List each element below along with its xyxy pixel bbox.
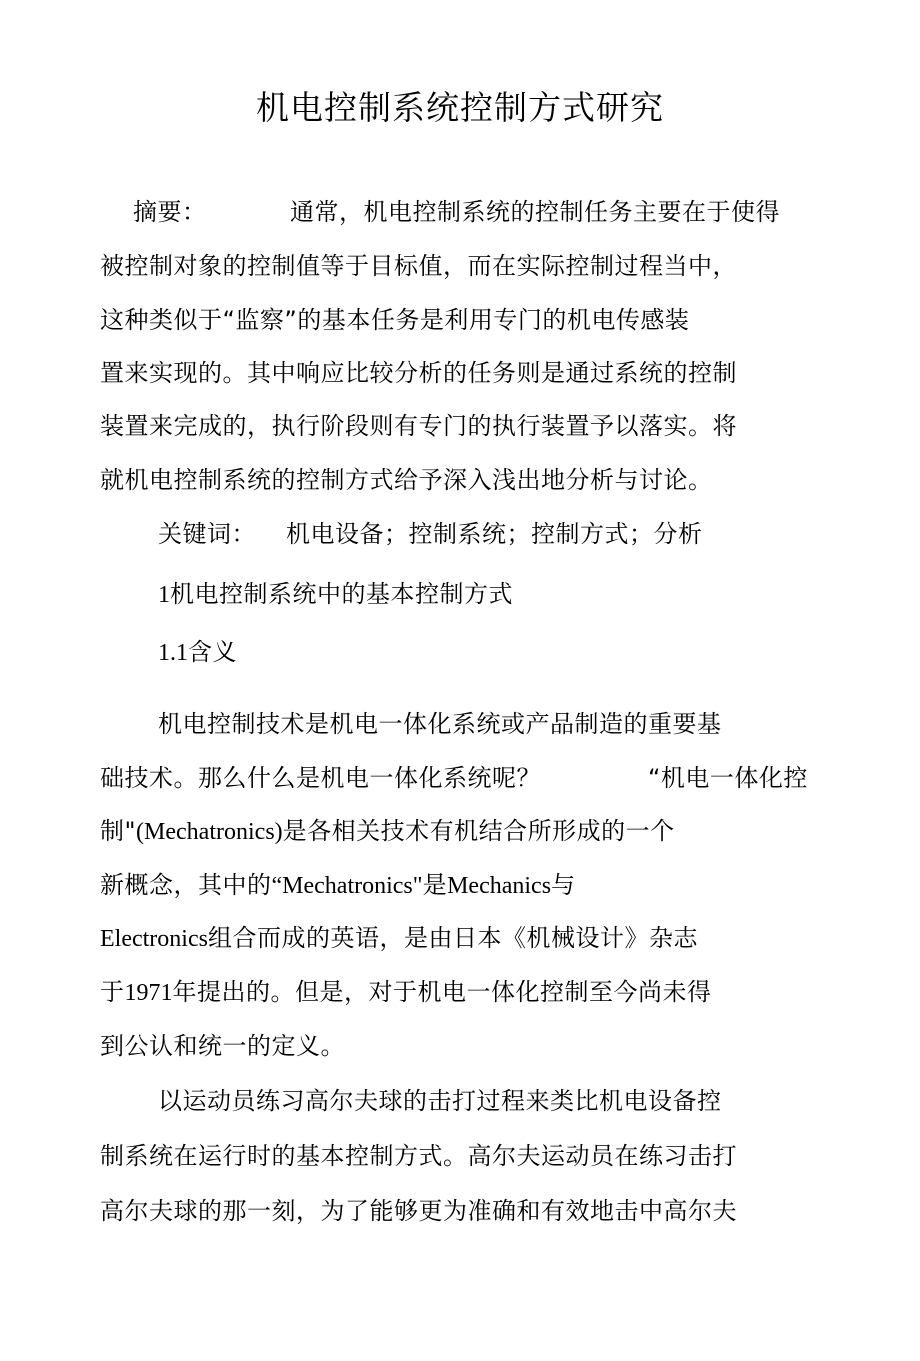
text-run: Electronics xyxy=(100,926,208,952)
text-run: 与 xyxy=(551,871,576,899)
paragraph-line xyxy=(100,815,675,848)
paragraph-line: 础技术。那么什么是机电一体化系统呢？ xyxy=(100,764,541,792)
keywords-value: 机电设备；控制系统；控制方式；分析 xyxy=(286,520,703,548)
text-run: 制" xyxy=(100,817,137,845)
paragraph-line: 机电控制技术是机电一体化系统或产品制造的重要基 xyxy=(158,710,722,738)
paragraph-line: 到公认和统一的定义。 xyxy=(100,1032,345,1060)
section-number: 1 xyxy=(158,582,170,608)
text-run: 组合而成的英语，是由日本《机械设计》杂志 xyxy=(207,924,698,952)
subsection-heading xyxy=(158,636,237,669)
paragraph-line: 制系统在运行时的基本控制方式。高尔夫运动员在练习击打 xyxy=(100,1142,737,1170)
text-run: 是各相关技术有机结合所形成的一个 xyxy=(282,817,675,845)
abstract-line: 置来实现的。其中响应比较分析的任务则是通过系统的控制 xyxy=(100,359,737,387)
paragraph-line: 高尔夫球的那一刻，为了能够更为准确和有效地击中高尔夫 xyxy=(100,1197,737,1225)
paragraph-line: “机电一体化控 xyxy=(648,764,808,792)
text-run: Mechanics xyxy=(447,873,552,899)
subsection-title: 含义 xyxy=(188,638,237,666)
keywords-label: 关键词： xyxy=(158,520,256,548)
abstract-line: 就机电控制系统的控制方式给予深入浅出地分析与讨论。 xyxy=(100,466,713,494)
text-run: 于 xyxy=(100,978,125,1006)
abstract-line: 被控制对象的控制值等于目标值，而在实际控制过程当中， xyxy=(100,252,737,280)
subsection-number: 1.1 xyxy=(158,640,188,666)
paragraph-line xyxy=(100,869,576,902)
text-run: “Mechatronics" xyxy=(271,873,423,899)
text-run: 是 xyxy=(422,871,448,899)
text-run: 1971 xyxy=(124,980,173,1006)
section-title: 机电控制系统中的基本控制方式 xyxy=(170,580,513,608)
paragraph-line xyxy=(100,976,712,1009)
abstract-line: 通常，机电控制系统的控制任务主要在于使得 xyxy=(290,198,780,226)
paragraph-line: 以运动员练习高尔夫球的击打过程来类比机电设备控 xyxy=(158,1087,722,1115)
text-run: 年提出的。但是，对于机电一体化控制至今尚未得 xyxy=(172,978,712,1006)
section-heading xyxy=(158,578,513,611)
abstract-line: 装置来完成的，执行阶段则有专门的执行装置予以落实。将 xyxy=(100,412,737,440)
document-title: 机电控制系统控制方式研究 xyxy=(256,88,664,127)
paragraph-line xyxy=(100,922,698,955)
abstract-line: 这种类似于“监察”的基本任务是利用专门的机电传感装 xyxy=(100,306,690,334)
text-run: 新概念，其中的 xyxy=(100,871,272,899)
abstract-label: 摘要： xyxy=(133,198,207,226)
text-run: (Mechatronics) xyxy=(136,819,283,845)
